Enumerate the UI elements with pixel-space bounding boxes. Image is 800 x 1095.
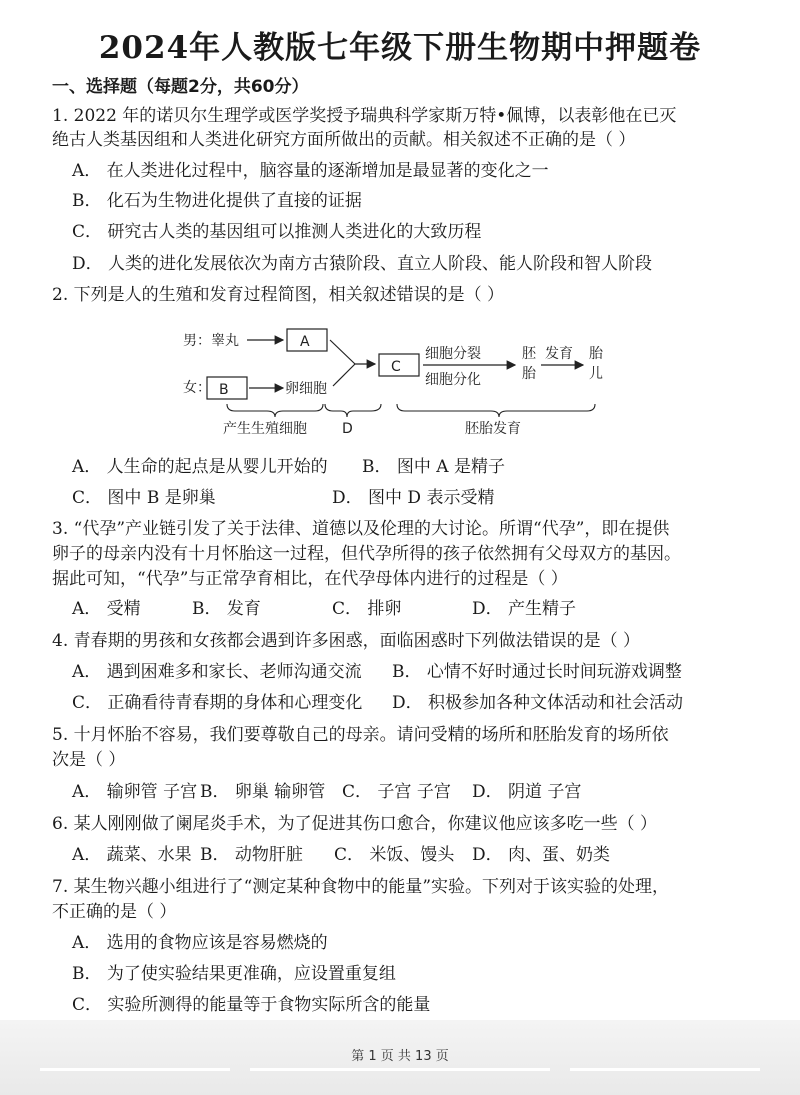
diff-label: 细胞分化 xyxy=(425,372,481,388)
q7-option-a: A． 选用的食物应该是容易燃烧的 xyxy=(72,933,328,953)
merge-line-top xyxy=(330,340,355,364)
q5-stem-line2: 次是（ ） xyxy=(52,750,126,770)
q6-option-d: D． 肉、蛋、奶类 xyxy=(472,845,611,865)
q3-stem-line3: 据此可知，“代孕”与正常孕育相比，在代孕母体内进行的过程是（ ） xyxy=(52,569,568,589)
q6-stem: 6. 某人刚刚做了阑尾炎手术，为了促进其伤口愈合，你建议他应该多吃一些（ ） xyxy=(52,814,658,834)
q1-stem-line1: 1. 2022 年的诺贝尔生理学或医学奖授予瑞典科学家斯万特•佩博，以表彰他在已灭 xyxy=(52,106,677,126)
q4-options-row2 xyxy=(72,691,772,715)
diagram-female-label: 女： xyxy=(183,380,211,396)
q3-option-a: A． 受精 xyxy=(72,599,141,619)
q1-option-a: A． 在人类进化过程中，脑容量的逐渐增加是最显著的变化之一 xyxy=(72,161,549,181)
footer-divider-left xyxy=(40,1068,230,1071)
q2-option-b: B． 图中 A 是精子 xyxy=(362,457,505,477)
q4-option-c: C． 正确看待青春期的身体和心理变化 xyxy=(72,693,363,713)
q1-stem-line2: 绝古人类基因组和人类进化研究方面所做出的贡献。相关叙述不正确的是（ ） xyxy=(52,130,636,150)
q2-options-row1 xyxy=(72,455,772,479)
q2-options-row2 xyxy=(72,486,772,510)
footer-divider-right xyxy=(570,1068,760,1071)
brace-embryo-label: 胚胎发育 xyxy=(465,421,521,437)
q3-option-b: B． 发育 xyxy=(192,599,261,619)
embryo-char-1: 胚 xyxy=(522,346,536,362)
q5-option-d: D． 阴道 子宫 xyxy=(472,782,582,802)
q7-stem-line2: 不正确的是（ ） xyxy=(52,902,177,922)
split-label: 细胞分裂 xyxy=(425,346,481,362)
fetus-char-1: 胎 xyxy=(589,346,603,362)
brace-gametes-label: 产生生殖细胞 xyxy=(223,421,307,437)
merge-line-bottom xyxy=(333,364,355,386)
q3-stem-line1: 3. “代孕”产业链引发了关于法律、道德以及伦理的大讨论。所谓“代孕”，即在提供 xyxy=(52,519,670,539)
q3-options xyxy=(72,597,772,621)
box-c-label: C xyxy=(391,359,401,375)
q7-stem-line1: 7. 某生物兴趣小组进行了“测定某种食物中的能量”实验。下列对于该实验的处理， xyxy=(52,877,670,897)
egg-label: 卵细胞 xyxy=(285,381,327,397)
q5-options xyxy=(72,780,772,804)
page-number: 第 1 页 共 13 页 xyxy=(351,1049,449,1064)
q3-option-d: D． 产生精子 xyxy=(472,599,577,619)
q4-option-d: D． 积极参加各种文体活动和社会活动 xyxy=(392,693,684,713)
brace-embryo-development xyxy=(397,404,595,417)
q6-option-c: C． 米饭、馒头 xyxy=(334,845,455,865)
q4-option-b: B． 心情不好时通过长时间玩游戏调整 xyxy=(392,662,682,682)
q3-stem-line2: 卵子的母亲内没有十月怀胎这一过程，但代孕所得的孩子依然拥有父母双方的基因。 xyxy=(52,544,681,564)
box-a-label: A xyxy=(300,334,310,350)
q1-option-b: B． 化石为生物进化提供了直接的证据 xyxy=(72,191,362,211)
q7-option-b: B． 为了使实验结果更准确，应设置重复组 xyxy=(72,964,396,984)
diagram-male-label: 男：睾丸 xyxy=(183,333,239,349)
q1-option-d: D． 人类的进化发展依次为南方古猿阶段、直立人阶段、能人阶段和智人阶段 xyxy=(72,254,653,274)
q1-option-c: C． 研究古人类的基因组可以推测人类进化的大致历程 xyxy=(72,222,482,242)
q2-option-c: C． 图中 B 是卵巢 xyxy=(72,488,216,508)
brace-d xyxy=(325,404,381,417)
fetus-char-2: 儿 xyxy=(589,366,603,382)
q2-option-a: A． 人生命的起点是从婴儿开始的 xyxy=(72,457,328,477)
section-heading: 一、选择题（每题2分，共60分） xyxy=(52,77,309,97)
reproduction-diagram xyxy=(175,318,635,443)
q3-option-c: C． 排卵 xyxy=(332,599,402,619)
q4-options-row1 xyxy=(72,660,772,684)
footer-divider-center xyxy=(250,1068,550,1071)
q5-stem-line1: 5. 十月怀胎不容易，我们要尊敬自己的母亲。请问受精的场所和胚胎发育的场所依 xyxy=(52,725,669,745)
q4-stem: 4. 青春期的男孩和女孩都会遇到许多困惑，面临困惑时下列做法错误的是（ ） xyxy=(52,631,641,651)
q6-option-b: B． 动物肝脏 xyxy=(200,845,303,865)
embryo-char-2: 胎 xyxy=(522,366,536,382)
q5-option-a: A． 输卵管 子宫 xyxy=(72,782,198,802)
q5-option-b: B． 卵巢 输卵管 xyxy=(200,782,326,802)
q2-stem: 2. 下列是人的生殖和发育过程简图，相关叙述错误的是（ ） xyxy=(52,285,505,305)
q7-option-c: C． 实验所测得的能量等于食物实际所含的能量 xyxy=(72,995,431,1015)
q6-options xyxy=(72,843,772,867)
brace-d-label: D xyxy=(342,421,353,437)
page-title: 2024年人教版七年级下册生物期中押题卷 xyxy=(98,30,702,66)
q5-option-c: C． 子宫 子宫 xyxy=(342,782,451,802)
box-b-label: B xyxy=(219,382,229,398)
q6-option-a: A． 蔬菜、水果 xyxy=(72,845,192,865)
q4-option-a: A． 遇到困难多和家长、老师沟通交流 xyxy=(72,662,362,682)
brace-gametes xyxy=(227,404,323,417)
q2-option-d: D． 图中 D 表示受精 xyxy=(332,488,495,508)
develop-label: 发育 xyxy=(545,346,573,362)
